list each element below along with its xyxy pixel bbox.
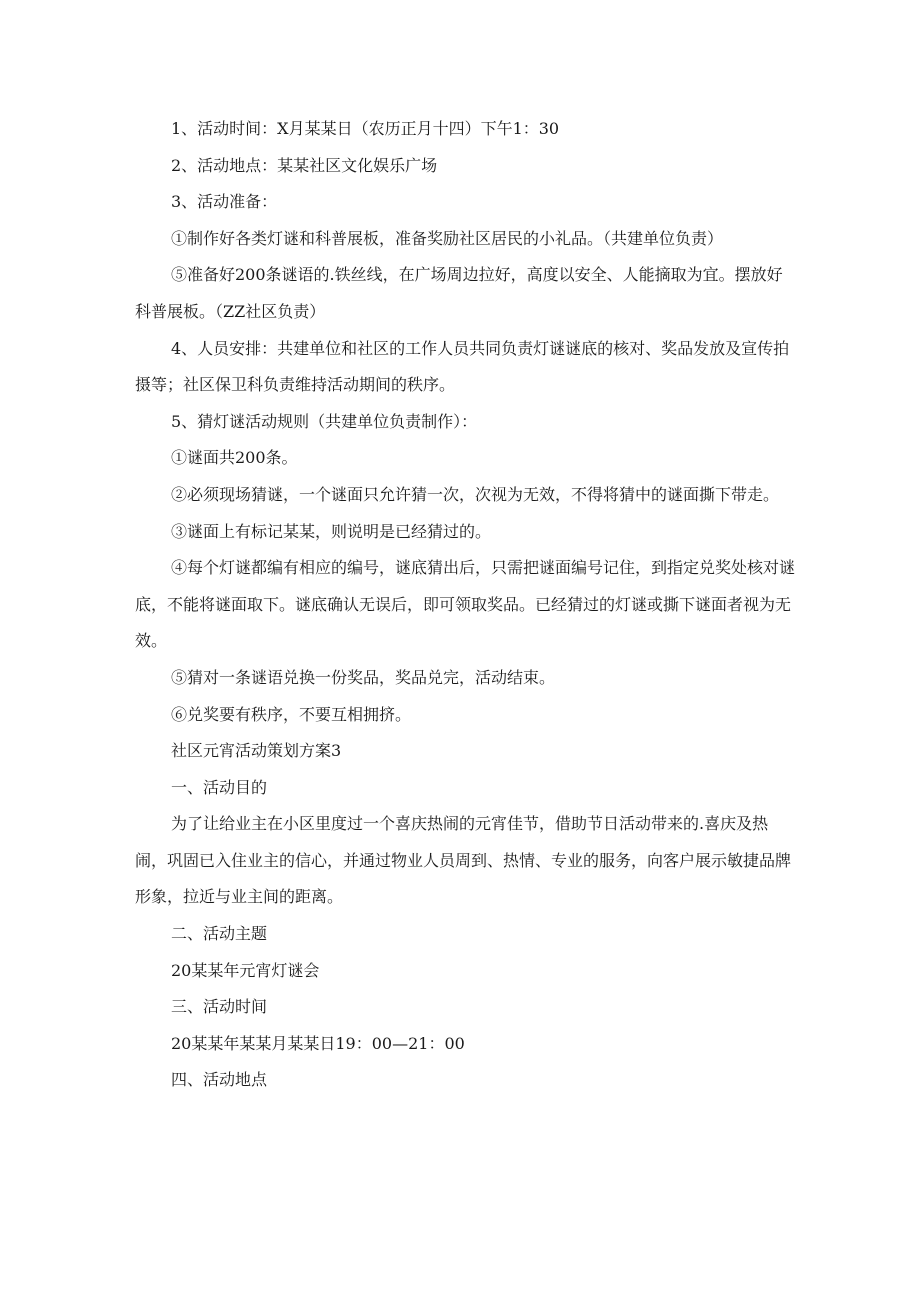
paragraph-theme-body: 20某某年元宵灯谜会 [171,960,320,980]
paragraph-purpose-body: 为了让给业主在小区里度过一个喜庆热闹的元宵佳节，借助节日活动带来的.喜庆及热闹，巩固已入住业主的信心，并通过物业人员周到、热情、专业的服务，向客户展示敏捷品牌形象，拉近与业主间的距离。 [135,814,792,907]
paragraph-time-body: 20某某年某某月某某日19：00—21：00 [171,1033,465,1053]
heading-activity-theme: 二、活动主题 [171,924,268,944]
paragraph-riddle-rules: 5、猜灯谜活动规则（共建单位负责制作）： [171,411,478,431]
paragraph-staff-arrangement: 4、人员安排：共建单位和社区的工作人员共同负责灯谜谜底的核对、奖品发放及宣传拍摄等；社区保卫科负责维持活动期间的秩序。 [135,338,790,395]
section-title-plan-3: 社区元宵活动策划方案3 [171,741,342,761]
paragraph-rule-4: ④每个灯谜都编有相应的编号，谜底猜出后，只需把谜面编号记住，到指定兑奖处核对谜底，不能将谜面取下。谜底确认无误后，即可领取奖品。已经猜过的灯谜或撕下谜面者视为无效。 [135,558,796,651]
heading-activity-purpose: 一、活动目的 [171,777,268,797]
paragraph-prep-item-5: ⑤准备好200条谜语的.铁丝线，在广场周边拉好，高度以安全、人能摘取为宜。摆放好科普展板。（ZZ社区负责） [135,265,783,321]
paragraph-rule-3: ③谜面上有标记某某，则说明是已经猜过的。 [171,521,492,541]
paragraph-activity-location: 2、活动地点：某某社区文化娱乐广场 [171,155,438,175]
paragraph-rule-5: ⑤猜对一条谜语兑换一份奖品，奖品兑完，活动结束。 [171,667,556,687]
paragraph-rule-6: ⑥兑奖要有秩序，不要互相拥挤。 [171,704,412,724]
paragraph-rule-1: ①谜面共200条。 [171,448,298,468]
document-body [135,111,795,1099]
paragraph-rule-2: ②必须现场猜谜，一个谜面只允许猜一次，次视为无效，不得将猜中的谜面撕下带走。 [171,484,780,504]
heading-activity-time: 三、活动时间 [171,997,268,1017]
paragraph-activity-preparation: 3、活动准备： [171,192,278,212]
heading-activity-location: 四、活动地点 [171,1070,268,1090]
paragraph-activity-time: 1、活动时间：X月某某日（农历正月十四）下午1：30 [171,119,560,138]
paragraph-prep-item-1: ①制作好各类灯谜和科普展板，准备奖励社区居民的小礼品。（共建单位负责） [171,228,724,248]
